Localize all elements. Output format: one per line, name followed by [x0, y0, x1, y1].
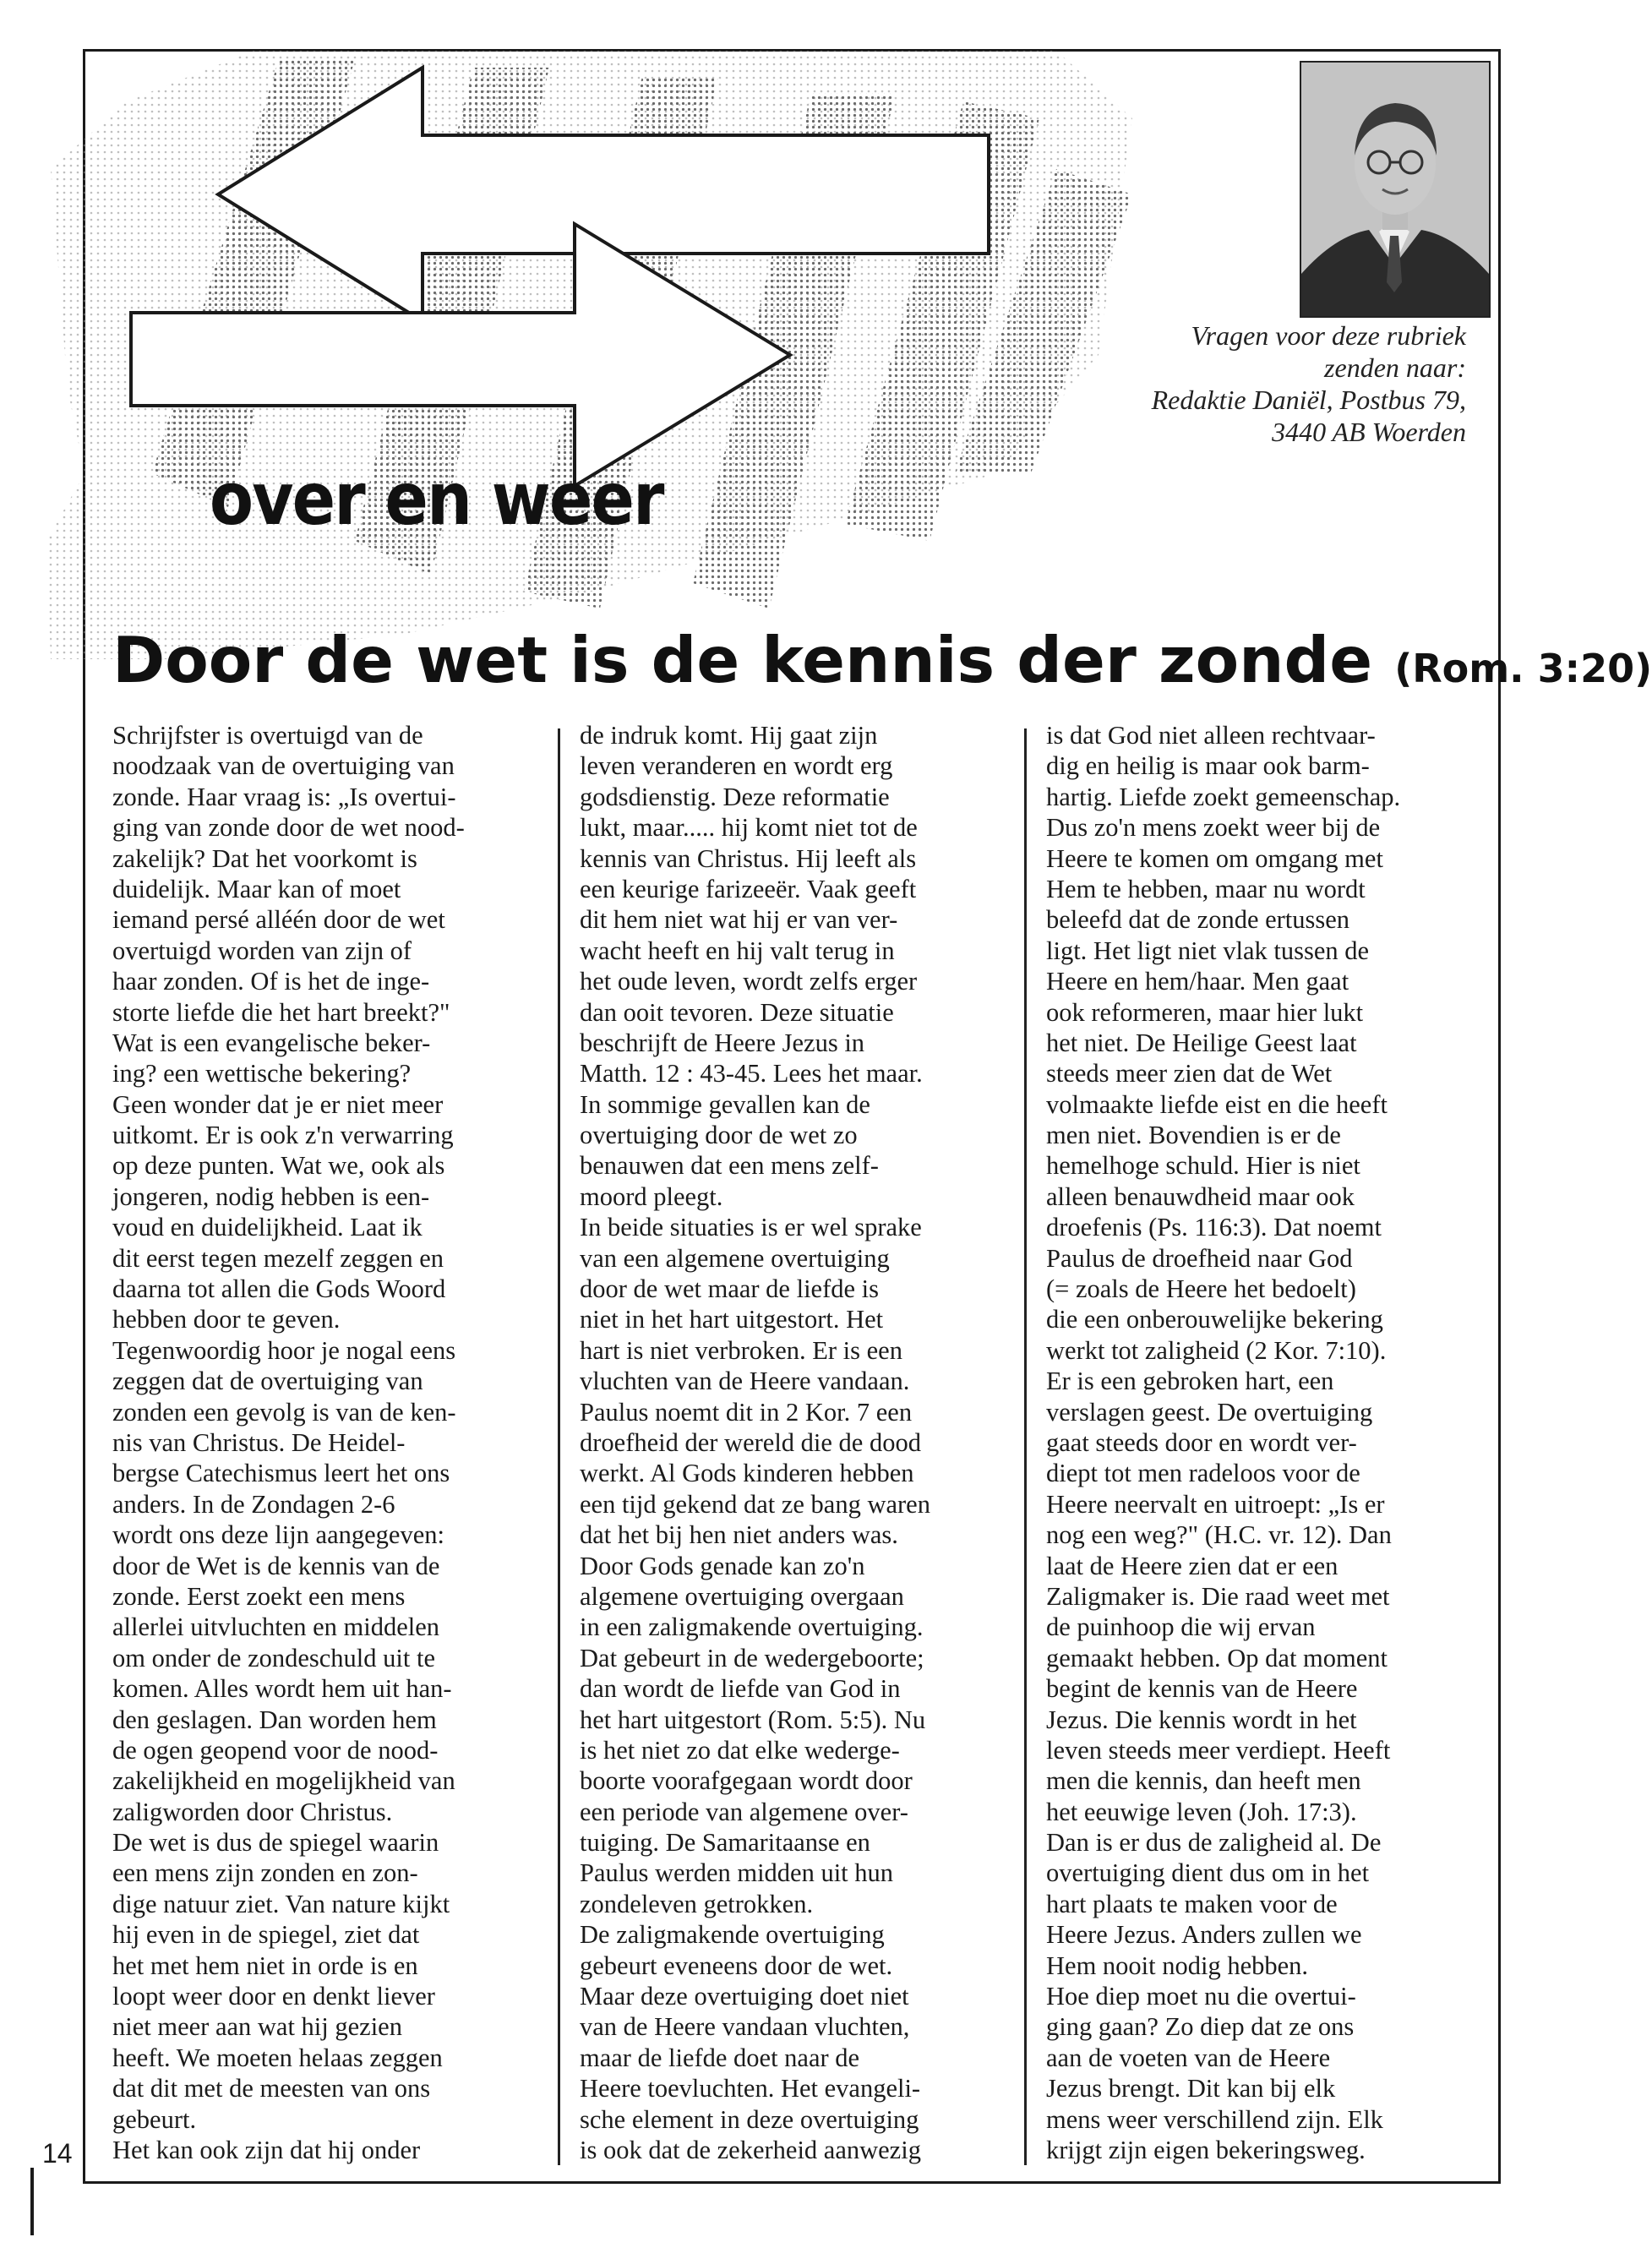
text-line: door de Wet is de kennis van de — [112, 1551, 440, 1580]
text-line: Jezus. Die kennis wordt in het — [1046, 1705, 1357, 1734]
text-line: aan de voeten van de Heere — [1046, 2043, 1331, 2072]
text-line: krijgt zijn eigen bekeringsweg. — [1046, 2135, 1366, 2164]
text-line: loopt weer door en denkt liever — [112, 1982, 435, 2011]
text-line: niet meer aan wat hij gezien — [112, 2012, 402, 2042]
text-line: steeds meer zien dat de Wet — [1046, 1059, 1333, 1089]
text-line: Heere te komen om omgang met — [1046, 843, 1383, 873]
text-line: die een onberouwelijke bekering — [1046, 1305, 1383, 1334]
text-line: een keurige farizeeër. Vaak geeft — [580, 874, 917, 903]
text-line: ook reformeren, maar hier lukt — [1046, 997, 1364, 1027]
text-line: is het niet zo dat elke wederge- — [580, 1735, 900, 1765]
text-line: boorte voorafgegaan wordt door — [580, 1766, 913, 1796]
text-line: in een zaligmakende overtuiging. — [580, 1612, 924, 1642]
text-line: Dan is er dus de zaligheid al. De — [1046, 1828, 1382, 1858]
text-line: hebben door te geven. — [112, 1305, 341, 1334]
text-line: godsdienstig. Deze reformatie — [580, 782, 890, 811]
text-line: een mens zijn zonden en zon- — [112, 1858, 418, 1888]
sender-line: zenden naar: — [1324, 352, 1466, 383]
text-line: het eeuwige leven (Joh. 17:3). — [1046, 1797, 1357, 1826]
text-line: men die kennis, dan heeft men — [1046, 1766, 1361, 1796]
text-line: dat dit met de meesten van ons — [112, 2074, 431, 2103]
text-line: dan wordt de liefde van God in — [580, 1674, 901, 1704]
text-line: overtuiging dient dus om in het — [1046, 1858, 1370, 1888]
text-line: lukt, maar..... hij komt niet tot de — [580, 813, 918, 843]
text-line: wordt ons deze lijn aangegeven: — [112, 1520, 444, 1550]
text-line: zonden een gevolg is van de ken- — [112, 1397, 456, 1427]
text-line: droefheid der wereld die de dood — [580, 1427, 921, 1457]
text-line: verslagen geest. De overtuiging — [1046, 1397, 1373, 1427]
text-line: Heere toevluchten. Het evangeli- — [580, 2074, 921, 2103]
sender-address — [1082, 319, 1466, 448]
text-line: droefenis (Ps. 116:3). Dat noemt — [1046, 1213, 1382, 1242]
text-line: dat het bij hen niet anders was. — [580, 1520, 898, 1550]
text-line: Dat gebeurt in de wedergeboorte; — [580, 1643, 924, 1672]
text-line: dit hem niet wat hij er van ver- — [580, 905, 898, 935]
text-line: hartig. Liefde zoekt gemeenschap. — [1046, 782, 1401, 811]
text-line: een tijd gekend dat ze bang waren — [580, 1489, 930, 1519]
text-line: Wat is een evangelische beker- — [112, 1028, 431, 1057]
text-line: de ogen geopend voor de nood- — [112, 1735, 439, 1765]
text-line: van een algemene overtuiging — [580, 1243, 890, 1273]
text-line: ligt. Het ligt niet vlak tussen de — [1046, 936, 1370, 965]
text-line: De zaligmakende overtuiging — [580, 1920, 885, 1950]
text-line: niet in het hart uitgestort. Het — [580, 1305, 884, 1334]
text-line: is ook dat de zekerheid aanwezig — [580, 2135, 921, 2164]
text-line: alleen benauwdheid maar ook — [1046, 1181, 1355, 1211]
text-line: het niet. De Heilige Geest laat — [1046, 1028, 1357, 1057]
text-line: Heere Jezus. Anders zullen we — [1046, 1920, 1362, 1950]
text-line: is dat God niet alleen rechtvaar- — [1046, 721, 1376, 750]
text-line: Matth. 12 : 43-45. Lees het maar. — [580, 1059, 923, 1089]
text-line: Er is een gebroken hart, een — [1046, 1367, 1334, 1396]
page-number: 14 — [42, 2138, 73, 2169]
article-column-1 — [112, 720, 560, 2165]
text-line: wacht heeft en hij valt terug in — [580, 936, 895, 965]
sender-line: Vragen voor deze rubriek — [1191, 320, 1466, 351]
text-line: werkt. Al Gods kinderen hebben — [580, 1459, 914, 1488]
text-line: Schrijfster is overtuigd van de — [112, 721, 423, 750]
text-line: Paulus werden midden uit hun — [580, 1858, 894, 1888]
text-line: nis van Christus. De Heidel- — [112, 1427, 406, 1457]
text-line: van de Heere vandaan vluchten, — [580, 2012, 910, 2042]
text-line: een periode van algemene over- — [580, 1797, 908, 1826]
text-line: Heere neervalt en uitroept: „Is er — [1046, 1489, 1385, 1519]
text-line: overtuiging door de wet zo — [580, 1121, 858, 1150]
column-divider — [1024, 728, 1027, 2165]
author-photo — [1300, 61, 1491, 318]
text-line: sche element in deze overtuiging — [580, 2104, 919, 2134]
text-line: (= zoals de Heere het bedoelt) — [1046, 1274, 1356, 1304]
text-line: Maar deze overtuiging doet niet — [580, 1982, 909, 2011]
text-line: mens weer verschillend zijn. Elk — [1046, 2104, 1383, 2134]
text-line: zakelijkheid en mogelijkheid van — [112, 1766, 455, 1796]
sender-line: Redaktie Daniël, Postbus 79, — [1151, 385, 1466, 415]
text-line: dan ooit tevoren. Deze situatie — [580, 997, 894, 1027]
text-line: gemaakt hebben. Op dat moment — [1046, 1643, 1388, 1672]
text-line: algemene overtuiging overgaan — [580, 1581, 904, 1611]
text-line: tuiging. De Samaritaanse en — [580, 1828, 870, 1858]
text-line: diept tot men radeloos voor de — [1046, 1459, 1360, 1488]
text-line: zonde. Eerst zoekt een mens — [112, 1581, 406, 1611]
text-line: uitkomt. Er is ook z'n verwarring — [112, 1121, 454, 1150]
text-line: Dus zo'n mens zoekt weer bij de — [1046, 813, 1381, 843]
text-line: Tegenwoordig hoor je nogal eens — [112, 1335, 456, 1365]
text-line: volmaakte liefde eist en die heeft — [1046, 1089, 1388, 1119]
text-line: benauwen dat een mens zelf- — [580, 1151, 879, 1181]
text-line: laat de Heere zien dat er een — [1046, 1551, 1339, 1580]
text-line: dige natuur ziet. Van nature kijkt — [112, 1889, 450, 1918]
text-line: Hem nooit nodig hebben. — [1046, 1951, 1309, 1980]
sender-line: 3440 AB Woerden — [1272, 417, 1466, 447]
article-column-2 — [580, 720, 1028, 2165]
text-line: voud en duidelijkheid. Laat ik — [112, 1213, 423, 1242]
text-line: zonde. Haar vraag is: „Is overtui- — [112, 782, 456, 811]
text-line: dit eerst tegen mezelf zeggen en — [112, 1243, 444, 1273]
text-line: De wet is dus de spiegel waarin — [112, 1828, 439, 1858]
text-line: vluchten van de Heere vandaan. — [580, 1367, 910, 1396]
text-line: het oude leven, wordt zelfs erger — [580, 967, 918, 996]
text-line: storte liefde die het hart breekt?" — [112, 997, 450, 1027]
text-line: beschrijft de Heere Jezus in — [580, 1028, 865, 1057]
text-line: bergse Catechismus leert het ons — [112, 1459, 450, 1488]
text-line: duidelijk. Maar kan of moet — [112, 874, 401, 903]
bible-reference: (Rom. 3:20) — [1394, 646, 1652, 691]
text-line: om onder de zondeschuld uit te — [112, 1643, 435, 1672]
text-line: de puinhoop die wij ervan — [1046, 1612, 1316, 1642]
text-line: nog een weg?" (H.C. vr. 12). Dan — [1046, 1520, 1392, 1550]
text-line: gebeurt eveneens door de wet. — [580, 1951, 893, 1980]
text-line: Heere en hem/haar. Men gaat — [1046, 967, 1349, 996]
text-line: hart plaats te maken voor de — [1046, 1889, 1338, 1918]
text-line: Geen wonder dat je er niet meer — [112, 1089, 444, 1119]
text-line: ging van zonde door de wet nood- — [112, 813, 465, 843]
text-line: noodzaak van de overtuiging van — [112, 751, 455, 781]
text-line: zeggen dat de overtuiging van — [112, 1367, 423, 1396]
text-line: Zaligmaker is. Die raad weet met — [1046, 1581, 1390, 1611]
text-line: kennis van Christus. Hij leeft als — [580, 843, 917, 873]
text-line: de indruk komt. Hij gaat zijn — [580, 721, 878, 750]
text-line: haar zonden. Of is het de inge- — [112, 967, 430, 996]
text-line: op deze punten. Wat we, ook als — [112, 1151, 445, 1181]
text-line: hart is niet verbroken. Er is een — [580, 1335, 902, 1365]
text-line: den geslagen. Dan worden hem — [112, 1705, 437, 1734]
text-line: zakelijk? Dat het voorkomt is — [112, 843, 417, 873]
text-line: overtuigd worden van zijn of — [112, 936, 412, 965]
text-line: Hoe diep moet nu die overtui- — [1046, 1982, 1356, 2011]
text-line: Hem te hebben, maar nu wordt — [1046, 874, 1366, 903]
text-line: zondeleven getrokken. — [580, 1889, 814, 1918]
text-line: zaligworden door Christus. — [112, 1797, 393, 1826]
text-line: hij even in de spiegel, ziet dat — [112, 1920, 420, 1950]
text-line: gebeurt. — [112, 2104, 197, 2134]
text-line: hemelhoge schuld. Hier is niet — [1046, 1151, 1360, 1181]
rubric-logo-title: over en weer — [210, 457, 663, 542]
text-line: dig en heilig is maar ook barm- — [1046, 751, 1370, 781]
text-line: gaat steeds door en wordt ver- — [1046, 1427, 1357, 1457]
margin-rule — [30, 2168, 34, 2235]
text-line: Jezus brengt. Dit kan bij elk — [1046, 2074, 1336, 2103]
text-line: anders. In de Zondagen 2-6 — [112, 1489, 395, 1519]
text-line: het met hem niet in orde is en — [112, 1951, 418, 1980]
headline-text: Door de wet is de kennis der zonde — [112, 623, 1373, 697]
text-line: werkt tot zaligheid (2 Kor. 7:10). — [1046, 1335, 1387, 1365]
text-line: Door Gods genade kan zo'n — [580, 1551, 865, 1580]
text-line: komen. Alles wordt hem uit han- — [112, 1674, 452, 1704]
text-line: ing? een wettische bekering? — [112, 1059, 412, 1089]
text-line: beleefd dat de zonde ertussen — [1046, 905, 1350, 935]
text-line: In beide situaties is er wel sprake — [580, 1213, 922, 1242]
column-divider — [558, 728, 560, 2165]
text-line: door de wet maar de liefde is — [580, 1274, 879, 1304]
text-line: ging gaan? Zo diep dat ze ons — [1046, 2012, 1355, 2042]
text-line: Paulus noemt dit in 2 Kor. 7 een — [580, 1397, 913, 1427]
text-line: jongeren, nodig hebben is een- — [112, 1181, 430, 1211]
text-line: moord pleegt. — [580, 1181, 723, 1211]
text-line: leven veranderen en wordt erg — [580, 751, 893, 781]
text-line: Paulus de droefheid naar God — [1046, 1243, 1353, 1273]
article-column-3 — [1046, 720, 1494, 2165]
text-line: Het kan ook zijn dat hij onder — [112, 2135, 421, 2164]
text-line: begint de kennis van de Heere — [1046, 1674, 1358, 1704]
text-line: iemand persé alléén door de wet — [112, 905, 445, 935]
text-line: allerlei uitvluchten en middelen — [112, 1612, 440, 1642]
text-line: het hart uitgestort (Rom. 5:5). Nu — [580, 1705, 926, 1734]
text-line: maar de liefde doet naar de — [580, 2043, 860, 2072]
text-line: men niet. Bovendien is er de — [1046, 1121, 1341, 1150]
rubric-logo-art — [0, 0, 1183, 659]
text-line: In sommige gevallen kan de — [580, 1089, 870, 1119]
text-line: daarna tot allen die Gods Woord — [112, 1274, 446, 1304]
text-line: heeft. We moeten helaas zeggen — [112, 2043, 443, 2072]
article-headline — [112, 623, 1652, 697]
text-line: leven steeds meer verdiept. Heeft — [1046, 1735, 1391, 1765]
